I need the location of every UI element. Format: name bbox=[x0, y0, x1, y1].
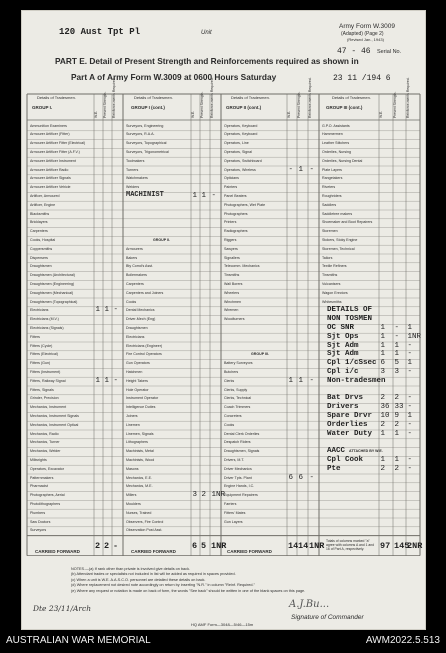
fitters-instrument-we: 1 bbox=[95, 376, 101, 385]
driver-tpt-plant-pres: 6 bbox=[298, 473, 304, 482]
non-tradesman-pres: 33 bbox=[394, 403, 404, 412]
total-c2-rein: 1NR bbox=[211, 540, 227, 551]
trade-label: Fire Control Operators bbox=[126, 352, 162, 357]
trade-label: Dental Mechanics bbox=[126, 308, 155, 313]
non-tradesman-pres: 2 bbox=[394, 464, 400, 473]
trade-label: Operators, Signal bbox=[224, 149, 252, 154]
trade-label: Surveyors, R.A.A. bbox=[126, 132, 155, 137]
total-c4-we: 97 bbox=[380, 540, 391, 551]
trade-label: Dispensers bbox=[30, 255, 48, 260]
note-line: (e) Where any request or notation is made on back of form, the words "See back" should be written in one of the blank spaces on this page. bbox=[71, 588, 306, 593]
operators-wireless-we: - bbox=[288, 165, 294, 174]
trade-label: Equipment Repairers bbox=[224, 493, 258, 498]
trade-label: Orderlies, Nursing Dental bbox=[322, 158, 363, 163]
trade-label: Tinsmiths bbox=[322, 273, 338, 278]
trade-label: Driver Mechanics bbox=[224, 466, 252, 471]
footer-left: AUSTRALIAN WAR MEMORIAL bbox=[6, 635, 151, 646]
non-tradesman-entry: Pte bbox=[327, 464, 341, 473]
trade-label: Armourer Artificer Vehicle bbox=[30, 185, 71, 190]
header-pres-col1: Present Strength. bbox=[103, 91, 107, 118]
trade-label: Carpenters bbox=[126, 281, 144, 286]
trade-label: Telecomm. Mechanics bbox=[224, 264, 260, 269]
trade-label: Electricians bbox=[126, 334, 145, 339]
clerks-rein: - bbox=[309, 376, 315, 385]
fitters-instrument-pres: 1 bbox=[104, 376, 110, 385]
non-tradesman-pres: 5 bbox=[394, 359, 400, 368]
trade-label: Wiremen bbox=[224, 308, 239, 313]
trade-label: Rangetakers bbox=[322, 176, 343, 181]
non-tradesman-we: 6 bbox=[380, 359, 386, 368]
trade-label: Hatchmen bbox=[126, 369, 143, 374]
trade-label: Concreters bbox=[224, 413, 242, 418]
header-pres-col3: Present Strength. bbox=[297, 91, 301, 118]
trade-label: Riveters bbox=[322, 185, 336, 190]
trade-label: Electricians (Engineer) bbox=[126, 343, 163, 348]
trade-label: Machinists, Metal bbox=[126, 449, 154, 454]
trade-label: Shoemaker and Boot Repairers bbox=[322, 220, 373, 225]
trade-label: Mechanics, Instrument Optical bbox=[30, 422, 79, 427]
trade-label: Photolithographers bbox=[30, 501, 61, 506]
trade-label: Photographers, Wet Plate bbox=[224, 202, 266, 207]
trade-label: Saddlers bbox=[322, 202, 337, 207]
carried-forward-label-1: CARRIED FORWARD bbox=[35, 549, 80, 554]
trade-label: Bricklayers bbox=[30, 220, 48, 225]
non-tradesman-we: 3 bbox=[380, 367, 386, 376]
trade-label: Blacksmiths bbox=[30, 211, 50, 216]
header-group-1-cont: GROUP I (cont.) bbox=[131, 105, 165, 110]
non-tradesman-pres: 1 bbox=[394, 429, 400, 438]
clerks-pres: 1 bbox=[298, 376, 304, 385]
trade-label: Whitesmiths bbox=[322, 299, 342, 304]
header-trade-2: Details of Tradesmen. bbox=[134, 95, 173, 100]
trade-label: Mechanics, Turner bbox=[30, 440, 60, 445]
trade-label: G.P.O. Assistants bbox=[322, 123, 350, 128]
electricians-rein: - bbox=[113, 306, 119, 315]
trade-label: Draughtsmen, Signals bbox=[224, 449, 260, 454]
trade-label: Saw Doctors bbox=[30, 519, 51, 524]
trade-label: Tinsmiths bbox=[224, 273, 240, 278]
trade-label: Plumbers bbox=[30, 510, 46, 515]
trade-label: Wagon Erectors bbox=[322, 290, 348, 295]
form-subtitle-1: (Adapted) (Page 2) bbox=[341, 31, 384, 37]
unit-value: 120 Aust Tpt Pl bbox=[59, 27, 141, 37]
note-line: (b) Attendant trades or specialists not included in list will be added as required in spaces provided. bbox=[71, 572, 236, 577]
trade-label: Machinists, Wood bbox=[126, 457, 155, 462]
trade-label: Painters bbox=[224, 185, 238, 190]
carried-forward-label-3: CARRIED FORWARD bbox=[227, 549, 272, 554]
trade-label: Photographers, Aerial bbox=[30, 493, 65, 498]
operators-wireless-pres: 1 bbox=[298, 165, 304, 174]
trade-label: Height Takers bbox=[126, 378, 148, 383]
operators-wireless-rein: - bbox=[309, 165, 315, 174]
non-tradesman-pres: 9 bbox=[394, 411, 400, 420]
non-tradesman-entry: Sjt Ops bbox=[327, 332, 359, 341]
header-pres-col4: Present Strength. bbox=[393, 91, 397, 118]
header-trade-4: Details of Tradesmen. bbox=[332, 95, 371, 100]
non-tradesman-we: 1 bbox=[380, 350, 386, 359]
non-tradesman-we: 36 bbox=[380, 403, 390, 412]
non-tradesman-we: 1 bbox=[380, 323, 386, 332]
non-tradesman-rein: - bbox=[407, 341, 413, 350]
unit-label: Unit bbox=[201, 30, 212, 36]
trade-label: Armourer Artificer Instrument bbox=[30, 158, 76, 163]
trade-label: Surveyors, Trigonometrical bbox=[126, 149, 169, 154]
trade-label: Masons bbox=[126, 466, 139, 471]
header-group-1: GROUP I. bbox=[32, 105, 53, 110]
trade-label: Fitters, Railway Signal bbox=[30, 378, 66, 383]
clerks-we: 1 bbox=[288, 376, 294, 385]
header-we-col2: W.E. bbox=[191, 110, 195, 118]
trade-label: Fitters (Electrical) bbox=[30, 352, 58, 357]
trade-label: Driver-Mech (Eng) bbox=[126, 317, 156, 322]
trade-label: Boilermakers bbox=[126, 273, 147, 278]
trade-label: Printers bbox=[224, 220, 237, 225]
header-we-col4: W.E. bbox=[379, 110, 383, 118]
non-tradesman-entry: Sjt Adm bbox=[327, 350, 359, 359]
non-tradesman-pres: 2 bbox=[394, 420, 400, 429]
trade-label: Nurses, Trained bbox=[126, 510, 152, 515]
trade-label: Cooks bbox=[126, 299, 137, 304]
non-tradesman-pres: 1 bbox=[394, 455, 400, 464]
trade-label: Riggers bbox=[224, 237, 237, 242]
trade-label: Coppersmiths bbox=[30, 246, 53, 251]
trade-label: Patternmakers bbox=[30, 475, 54, 480]
machinist-rein: - bbox=[211, 191, 217, 200]
header-rein-col1: Reinforce-ments Required. bbox=[112, 77, 116, 118]
trade-label: Storemen, Technical bbox=[322, 246, 355, 251]
header-group-3-cont: GROUP III (cont.) bbox=[326, 105, 363, 110]
signature-date: Dte 23/11/Arch bbox=[33, 604, 92, 613]
electricians-pres: 1 bbox=[104, 306, 110, 315]
trade-label: Mechanics, E.E. bbox=[126, 475, 152, 480]
non-tradesman-entry: Spare Drvr bbox=[327, 411, 373, 420]
note-line: NOTES.—(a) If rank other than private is involved give details on back. bbox=[71, 567, 191, 571]
millers-we: 3 bbox=[192, 491, 198, 500]
trade-label: Storemen bbox=[322, 229, 338, 234]
trade-label: Mechanics, M.E. bbox=[126, 484, 153, 489]
trade-label: Artificer, Engine bbox=[30, 202, 56, 207]
millers-pres: 2 bbox=[201, 491, 207, 500]
non-tradesman-entry: Cpl i/c bbox=[327, 367, 359, 376]
trade-label: Battery Surveyors bbox=[224, 361, 253, 366]
total-c1-rein: - bbox=[113, 540, 119, 551]
trade-label: Watchmakers bbox=[126, 176, 148, 181]
trade-label: Fitters (Gun) bbox=[30, 361, 51, 366]
trade-label: Intelligence Duties bbox=[126, 405, 156, 410]
trade-label: Leather Stitchers bbox=[322, 141, 350, 146]
trade-label: Operators, Wireless bbox=[224, 167, 256, 172]
note-line: (d) Where replacement not desired note accordingly on return by inserting "N.R." in column "Reinf. Required." bbox=[71, 583, 255, 588]
trade-label: Vulcanisers bbox=[322, 281, 341, 286]
trade-label: Dental Clerk Orderlies bbox=[224, 431, 260, 436]
print-code: HQ AMF Form—3048—5/46—15m bbox=[191, 622, 254, 627]
trade-label: Stokers, Stoky Engine bbox=[322, 237, 358, 242]
trade-label: Surveyors, Topographical bbox=[126, 141, 167, 146]
trade-label: Clerks bbox=[224, 378, 235, 383]
trade-label: Wheelers bbox=[224, 290, 240, 295]
trade-label: Millwrights bbox=[30, 457, 47, 462]
part-title-1: PART E. Detail of Present Strength and Reinforcements required as shown in bbox=[55, 56, 359, 66]
trade-label: Hole Operator bbox=[126, 387, 149, 392]
non-tradesman-we: 10 bbox=[380, 411, 390, 420]
non-tradesman-we: 2 bbox=[380, 420, 386, 429]
note-line: (c) When a unit is W.E. A.A.S.C.O. personnel are detailed these details on back. bbox=[71, 577, 206, 582]
trade-label: Draughtsmen (Mechanical) bbox=[30, 290, 74, 295]
non-tradesman-pres: 2 bbox=[394, 394, 400, 403]
machinist-pres: 1 bbox=[201, 191, 207, 200]
trade-label: Carpenters bbox=[30, 229, 48, 234]
part-title-2: Part A of Army Form W.3009 at 0600 Hours Saturday bbox=[71, 72, 277, 82]
trade-label: Despatch Riders bbox=[224, 440, 251, 445]
trade-label: Drivers, M.T. bbox=[224, 457, 245, 462]
trade-label: Engine Hands, I.C. bbox=[224, 484, 255, 489]
trade-label: Armourer Artificer Fitter (Electrical) bbox=[30, 141, 86, 146]
non-tradesman-we: 1 bbox=[380, 455, 386, 464]
trade-label: Sawyers bbox=[224, 246, 238, 251]
trade-label: Draughtsmen bbox=[126, 325, 148, 330]
trade-label: Toolmakers bbox=[126, 158, 145, 163]
serial-label: Serial No. bbox=[377, 49, 402, 55]
trade-label: Draughtsmen (Topographical) bbox=[30, 299, 78, 304]
trade-label: Armourer Artificer Radio bbox=[30, 167, 69, 172]
trade-label: Surveyors, Engineering bbox=[126, 123, 164, 128]
trade-label: GROUP III. bbox=[251, 352, 270, 357]
trade-label: Armourer Artificer Fitter (A.F.V.) bbox=[30, 149, 80, 154]
trade-label: Fitters (Instrument) bbox=[30, 369, 61, 374]
header-rein-col3: Reinforce-ments Required. bbox=[308, 77, 312, 118]
non-tradesman-we: 1 bbox=[380, 341, 386, 350]
total-c4-pres: 145 bbox=[394, 540, 410, 551]
non-tradesman-rein: - bbox=[407, 350, 413, 359]
trade-label: Operators, Excavator bbox=[30, 466, 64, 471]
form-subtitle-2: (Revised Jan., 1943) bbox=[347, 37, 384, 42]
trade-label: Operators, Switchboard bbox=[224, 158, 262, 163]
trade-label: Radiographers bbox=[224, 229, 248, 234]
trade-label: Orderlies, Nursing bbox=[322, 149, 351, 154]
trade-label: Butchers bbox=[224, 369, 239, 374]
header-we-col3: W.E. bbox=[287, 110, 291, 118]
header-rein-col4: Reinforce-ments Required. bbox=[406, 77, 410, 118]
date-value: 23 11 /194 6 bbox=[333, 74, 391, 83]
trade-label: Mechanics, Welder bbox=[30, 449, 61, 454]
millers-rein: 1NR bbox=[211, 491, 226, 500]
trade-label: Operators, Line bbox=[224, 141, 249, 146]
trade-label: Observers, Fire Control bbox=[126, 519, 164, 524]
trade-label: Electricians bbox=[30, 308, 49, 313]
trade-label: Mechanics, Instrument bbox=[30, 405, 67, 410]
trade-label: Observation Post Asst. bbox=[126, 528, 163, 533]
trade-label: Mechanics, Instrument Signals bbox=[30, 413, 79, 418]
trade-label: Fitters (Cycle) bbox=[30, 343, 53, 348]
trade-label: Fitters' Mates bbox=[224, 510, 246, 515]
trade-label: Joiners bbox=[126, 413, 138, 418]
non-tradesman-rein: - bbox=[407, 429, 413, 438]
non-tradesman-rein: 1 bbox=[407, 411, 413, 420]
trade-label: MACHINIST bbox=[126, 191, 164, 200]
trade-label: Coach Trimmers bbox=[224, 405, 251, 410]
header-group-2-cont: GROUP II (cont.) bbox=[226, 105, 262, 110]
trade-label: Linemen bbox=[126, 422, 140, 427]
signature-script: A.J.Bu... bbox=[289, 599, 330, 610]
total-c4-rein: 2NR bbox=[407, 540, 423, 551]
trade-label: Millers bbox=[126, 493, 137, 498]
trade-label: Instrument Operator bbox=[126, 396, 159, 401]
trade-label: Artificer, Armoured bbox=[30, 193, 60, 198]
non-tradesman-entry: Water Duty bbox=[327, 429, 373, 438]
machinist-we: 1 bbox=[192, 191, 198, 200]
serial-value: 47 - 46 bbox=[337, 47, 371, 56]
total-c3-we: 14 bbox=[288, 540, 299, 551]
trade-label: Clerks, Supply bbox=[224, 387, 248, 392]
trade-label: Driver Tpts. Plant bbox=[224, 475, 252, 480]
form-sheet bbox=[21, 10, 426, 630]
header-we-col1: W.E. bbox=[94, 110, 98, 118]
total-c3-rein: 1NR bbox=[309, 540, 325, 551]
non-tradesman-entry: Orderlies bbox=[327, 420, 368, 429]
trade-label: Woodturners bbox=[224, 317, 245, 322]
non-tradesman-pres: - bbox=[394, 332, 400, 341]
trade-label: Textile Refiners bbox=[322, 264, 347, 269]
trade-label: Farriers bbox=[224, 501, 237, 506]
non-tradesman-entry: Cpl Cook bbox=[327, 455, 364, 464]
trade-label: Pharmacist bbox=[30, 484, 48, 489]
non-tradesman-pres: 1 bbox=[394, 350, 400, 359]
non-tradesman-we: 1 bbox=[380, 429, 386, 438]
driver-tpt-plant-rein: - bbox=[309, 473, 315, 482]
non-tradesman-rein: - bbox=[407, 420, 413, 429]
total-c2-pres: 5 bbox=[201, 540, 207, 551]
fitters-instrument-rein: - bbox=[113, 376, 119, 385]
trade-label: Lithographers bbox=[126, 440, 148, 445]
trade-label: Signallers bbox=[224, 255, 240, 260]
non-tradesman-entry: Bat Drvs bbox=[327, 394, 364, 403]
trade-label: Operators, Keyboard bbox=[224, 123, 258, 128]
trade-label: Draughtsmen bbox=[30, 264, 52, 269]
trade-label: ATTACHED BY W.E. bbox=[349, 449, 383, 454]
driver-tpt-plant-we: 6 bbox=[288, 473, 294, 482]
trade-label: Cooks, Hospital bbox=[30, 237, 56, 242]
non-tradesman-entry: Cpl 1/cSsec bbox=[327, 359, 377, 368]
non-tradesman-rein: - bbox=[407, 464, 413, 473]
total-c3-pres: 14 bbox=[298, 540, 309, 551]
trade-label: Armourer Artificer Signals bbox=[30, 176, 71, 181]
trade-label: Ammunition Examiners bbox=[30, 123, 67, 128]
non-tradesman-rein: 1NR bbox=[407, 332, 422, 341]
header-trade-1: Details of Tradesmen. bbox=[37, 95, 76, 100]
trade-label: Grinder, Precision bbox=[30, 396, 59, 401]
header-rein-col2: Reinforce-ments Required. bbox=[210, 77, 214, 118]
non-tradesman-rein: 1 bbox=[407, 359, 413, 368]
non-tradesman-rein: - bbox=[407, 394, 413, 403]
trade-label: Mechanics, Radio bbox=[30, 431, 59, 436]
trade-label: Draughtsmen (Engineering) bbox=[30, 281, 75, 286]
header-trade-3: Details of Tradesmen. bbox=[231, 95, 270, 100]
total-c2-we: 6 bbox=[192, 540, 198, 551]
trade-label: Clerks, Technical bbox=[224, 396, 252, 401]
trade-label: Linemen, Signals bbox=[126, 431, 154, 436]
non-tradesman-entry: NON TOSMEN bbox=[327, 315, 373, 324]
non-tradesman-pres: - bbox=[394, 323, 400, 332]
non-tradesman-rein: - bbox=[407, 367, 413, 376]
trade-label: Saddletree makers bbox=[322, 211, 353, 216]
trade-label: Carpenters and Joiners bbox=[126, 290, 164, 295]
non-tradesman-entry: Non-tradesmen bbox=[327, 376, 386, 385]
non-tradesman-rein: - bbox=[407, 455, 413, 464]
trade-label: Bakers bbox=[126, 255, 138, 260]
notes-block bbox=[71, 568, 416, 595]
trade-label: Photographers bbox=[224, 211, 248, 216]
non-tradesman-entry: Sjt Adm bbox=[327, 341, 359, 350]
total-c1-we: 2 bbox=[95, 540, 101, 551]
non-tradesman-entry: Drivers bbox=[327, 403, 359, 412]
trade-label: Armourers bbox=[126, 246, 143, 251]
electricians-we: 1 bbox=[95, 306, 101, 315]
non-tradesman-we: 2 bbox=[380, 464, 386, 473]
trade-label: Tailors bbox=[322, 255, 333, 260]
trade-label: Electricians (Signals) bbox=[30, 325, 64, 330]
footer-right: AWM2022.5.513 bbox=[365, 635, 440, 646]
trade-label: Surveyors bbox=[30, 528, 47, 533]
trade-label: Moulders bbox=[126, 501, 141, 506]
trade-label: Fitters, Signals bbox=[30, 387, 54, 392]
trade-label: Draughtsmen (Architectural) bbox=[30, 273, 75, 278]
trade-label: Cooks bbox=[224, 422, 235, 427]
trade-label: Winchmen bbox=[224, 299, 241, 304]
non-tradesman-pres: 1 bbox=[394, 341, 400, 350]
non-tradesman-we: 2 bbox=[380, 394, 386, 403]
trade-label: Welders bbox=[126, 185, 140, 190]
non-tradesman-pres: 3 bbox=[394, 367, 400, 376]
header-pres-col2: Present Strength. bbox=[200, 91, 204, 118]
non-tradesman-entry: OC SNR bbox=[327, 323, 355, 332]
carried-forward-label-2: CARRIED FORWARD bbox=[131, 549, 176, 554]
trade-label: Operators, Keyboard bbox=[224, 132, 258, 137]
total-c1-pres: 2 bbox=[104, 540, 110, 551]
trade-label: Roughriders bbox=[322, 193, 342, 198]
trade-label: Electricians (M.V.) bbox=[30, 317, 59, 322]
trade-label: Armourer Artificer (Fitter) bbox=[30, 132, 70, 137]
non-tradesman-entry: AACC bbox=[327, 447, 346, 456]
trade-label: Hammermen bbox=[322, 132, 343, 137]
trade-label: Plate Layers bbox=[322, 167, 342, 172]
non-tradesman-rein: 1 bbox=[407, 323, 413, 332]
non-tradesman-rein: - bbox=[407, 403, 413, 412]
non-tradesman-we: 1 bbox=[380, 332, 386, 341]
signature-label: Signature of Commander bbox=[291, 614, 364, 621]
trade-label: GROUP II. bbox=[153, 237, 171, 242]
archive-footer bbox=[0, 630, 446, 653]
trade-label: Panel Beaters bbox=[224, 193, 247, 198]
trade-label: Wall Borers bbox=[224, 281, 243, 286]
trade-label: Gun Layers bbox=[224, 519, 243, 524]
trade-label: Gun Operators bbox=[126, 361, 150, 366]
trade-label: Opticians bbox=[224, 176, 239, 181]
totals-note: Totals of columns marked "a" agree with columns A and 1 and 16 of Part A, respectively. bbox=[326, 539, 375, 551]
trade-label: Turners bbox=[126, 167, 139, 172]
trade-label: Fitters bbox=[30, 334, 40, 339]
trade-label: Bty Comd's Asst. bbox=[126, 264, 154, 269]
non-tradesman-entry: DETAILS OF bbox=[327, 306, 373, 315]
form-title: Army Form W.3009 bbox=[339, 23, 395, 30]
